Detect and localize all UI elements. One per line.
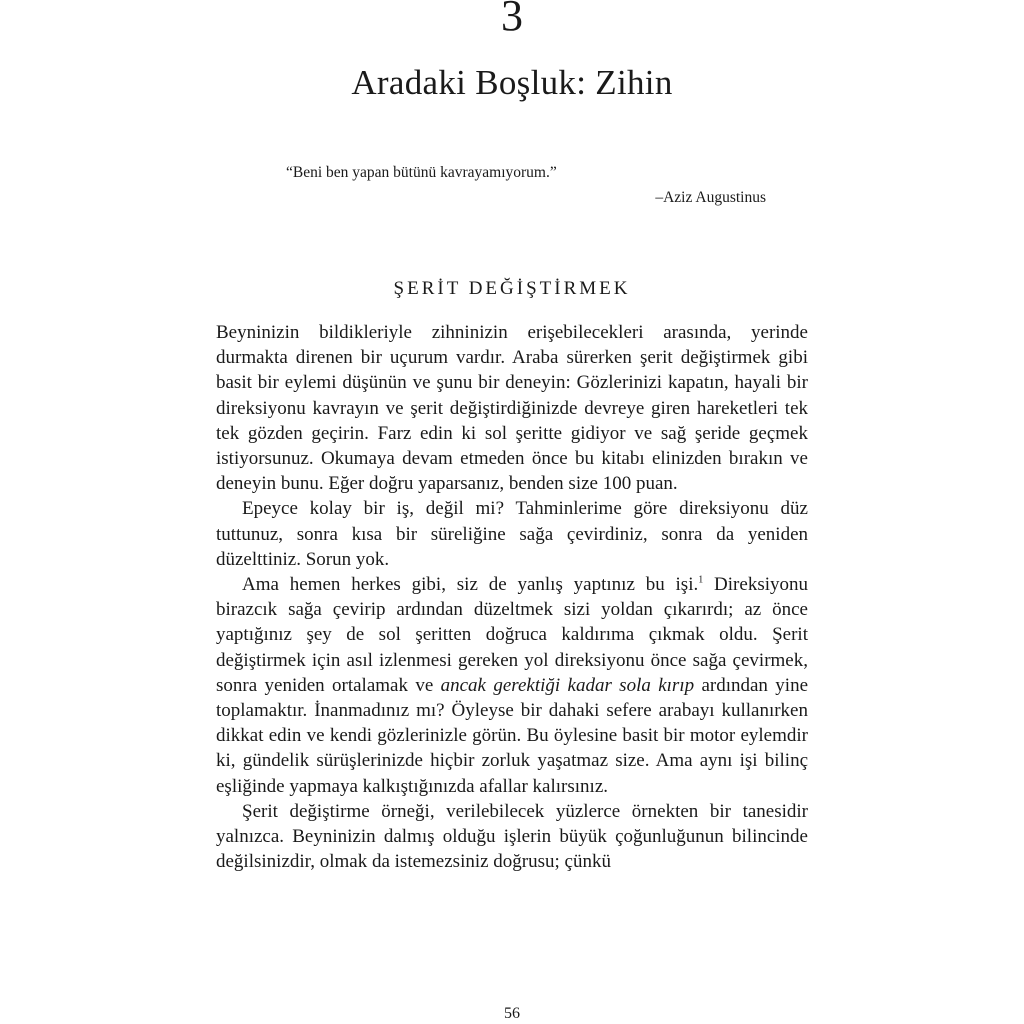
paragraph-2: Epeyce kolay bir iş, değil mi? Tahminlerime göre direksiyonu düz tuttunuz, sonra kısa bir süreliğine sağa çevirdiniz, sonra da yeniden düzelttiniz. Sorun yok.: [216, 498, 808, 570]
chapter-number: 3: [501, 0, 523, 40]
page-number: 56: [504, 1005, 520, 1022]
body-text: [216, 320, 808, 874]
footnote-marker: 1: [698, 574, 704, 586]
section-heading: ŞERİT DEĞİŞTİRMEK: [393, 278, 631, 299]
chapter-title: Aradaki Boşluk: Zihin: [351, 63, 673, 102]
epigraph-attribution: –Aziz Augustinus: [655, 189, 766, 206]
paragraph-3: [216, 572, 808, 799]
paragraph-4: Şerit değiştirme örneği, verilebilecek yüzlerce örnekten bir tanesidir yalnızca. Beyninizin dalmış olduğu işlerin büyük çoğunluğunun bilincinde değilsinizdir, olmak da istemezsiniz doğrusu; çünkü: [216, 800, 808, 873]
epigraph-quote: “Beni ben yapan bütünü kavrayamıyorum.”: [286, 164, 557, 181]
paragraph-3-part-b: Direksiyonu birazcık sağa çevirip ardından düzeltmek sizi yoldan çıkarırdı; az önce yaptığınız şey de sol şeritten doğruca kaldırıma çıkmak oldu. Şerit değiştirmek için asıl izlenmesi gereken yol direksiyonu önce sağa çevirmek, sonra yeniden ortalamak ve: [216, 574, 808, 696]
paragraph-1: Beyninizin bildikleriyle zihninizin erişebilecekleri arasında, yerinde durmakta direnen bir uçurum vardır. Araba sürerken şerit değiştirmek gibi basit bir eylemi düşünün ve şunu bir deneyin: Gözlerinizi kapatın, hayali bir direksiyonu kavrayın ve şerit değiştirdiğinizde devreye giren hareketleri tek tek gözden geçirin. Farz edin ki sol şeritte gidiyor ve sağ şeride geçmek istiyorsunuz. Okumaya devam etmeden önce bu kitabı elinizden bırakın ve deneyin bunu. Eğer doğru yaparsanız, benden size 100 puan.: [216, 322, 808, 495]
paragraph-3-part-c: ardından yine toplamaktır. İnanmadınız mı? Öyleyse bir dahaki sefere arabayı kullanırken dikkat edin ve kendi gözlerinizle görün. Bu öylesine basit bir motor eylemdir ki, gündelik sürüşlerinizde hiçbir zorluk yaşatmaz size. Ama aynı işi bilinç eşliğinde yapmaya kalkıştığınızda afallar kalırsınız.: [216, 674, 808, 797]
paragraph-3-italic: ancak gerektiği kadar sola kırıp: [440, 674, 695, 696]
epigraph: [286, 160, 766, 210]
paragraph-3-part-a: Ama hemen herkes gibi, siz de yanlış yaptınız bu işi.: [242, 574, 699, 596]
